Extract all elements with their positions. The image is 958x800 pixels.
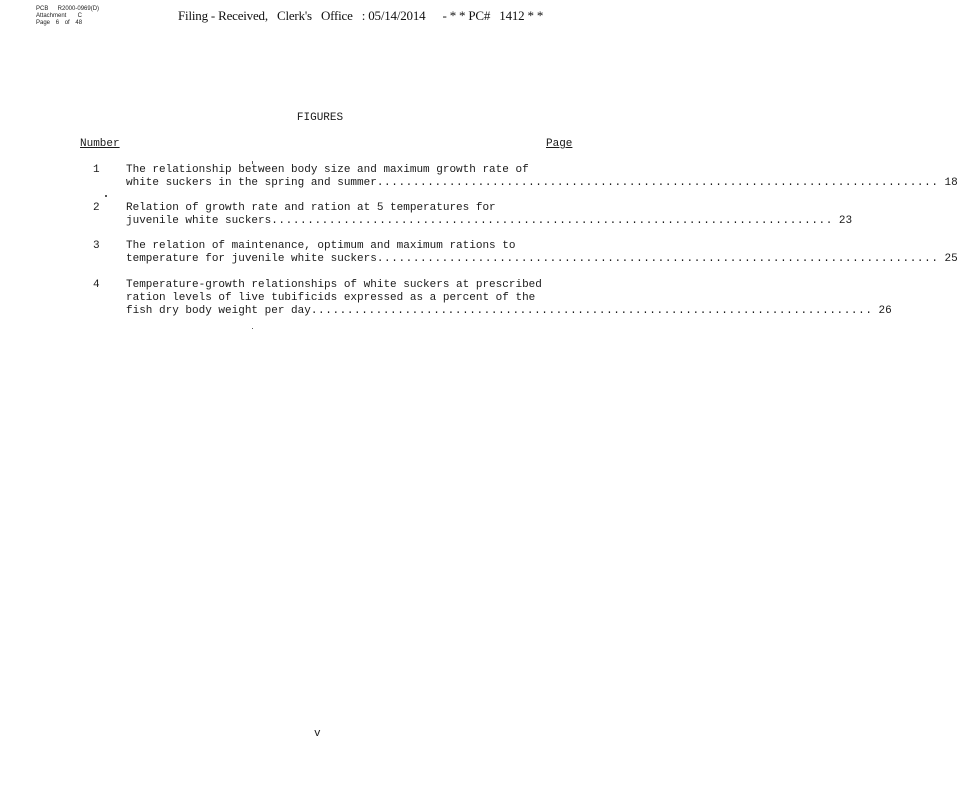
stamp-page-total: 48 xyxy=(75,20,83,26)
filing-header-part4: : 05/14/2014 xyxy=(361,8,426,23)
figure-caption-line: ration levels of live tubificids expressed as a percent of the xyxy=(126,292,536,304)
stamp-page-label: Page xyxy=(36,20,51,26)
filing-header-part1: Filing - Received, xyxy=(178,8,268,23)
dot-leader: .............................................................................. xyxy=(376,177,939,189)
filing-header-part2: Clerk's xyxy=(276,8,312,23)
stamp-page-row xyxy=(36,20,99,27)
stamp-page-value: 6 xyxy=(55,20,60,26)
figure-page-number: 25 xyxy=(944,253,958,265)
stamp-pcb-row xyxy=(36,6,99,13)
stamp-page-of: of xyxy=(64,20,70,26)
figure-caption-leader-line xyxy=(126,215,853,228)
filing-header-part6: 1412 * * xyxy=(499,8,544,23)
figure-caption-line: Temperature-growth relationships of white suckers at prescribed xyxy=(126,279,542,291)
figure-caption-leader-line xyxy=(126,177,958,190)
filing-stamp xyxy=(36,6,99,27)
figure-number: 4 xyxy=(93,279,100,291)
stamp-attachment-label: Attachment xyxy=(36,13,67,19)
filing-header xyxy=(178,8,549,24)
stamp-attachment-row xyxy=(36,13,99,20)
dot-leader: .............................................................................. xyxy=(310,305,873,317)
figure-page-number: 18 xyxy=(944,177,958,189)
filing-header-part5: - * * PC# xyxy=(442,8,491,23)
dot-leader: .............................................................................. xyxy=(271,215,833,227)
figure-caption-line: temperature for juvenile white suckers xyxy=(126,253,377,265)
dot-leader: .............................................................................. xyxy=(376,253,939,265)
figure-caption-line: The relationship between body size and maximum growth rate of xyxy=(126,164,529,176)
figure-caption-line: fish dry body weight per day xyxy=(126,305,311,317)
figure-page-number: 23 xyxy=(838,215,853,227)
figure-caption-line: The relation of maintenance, optimum and maximum rations to xyxy=(126,240,516,252)
figure-number: 3 xyxy=(93,240,100,252)
scan-speck xyxy=(252,328,253,329)
stamp-attachment-value: C xyxy=(77,13,83,19)
scan-speck xyxy=(105,195,107,197)
page-footer-number: v xyxy=(314,728,321,740)
figure-number: 1 xyxy=(93,164,100,176)
figure-page-number: 26 xyxy=(878,305,892,317)
column-header-page: Page xyxy=(546,138,573,150)
page-title: FIGURES xyxy=(296,112,344,124)
figure-caption-leader-line xyxy=(126,305,892,318)
figure-caption-line: white suckers in the spring and summer xyxy=(126,177,377,189)
figure-number: 2 xyxy=(93,202,100,214)
figure-caption-line: Relation of growth rate and ration at 5 temperatures for xyxy=(126,202,496,214)
filing-header-part3: Office xyxy=(320,8,353,23)
scan-speck xyxy=(252,161,253,164)
column-header-number: Number xyxy=(80,138,120,150)
stamp-pcb-value: R2000-0969(D) xyxy=(57,6,100,12)
figure-caption-leader-line xyxy=(126,253,958,266)
stamp-pcb-label: PCB xyxy=(36,6,49,12)
figure-caption-line: juvenile white suckers xyxy=(126,215,272,227)
